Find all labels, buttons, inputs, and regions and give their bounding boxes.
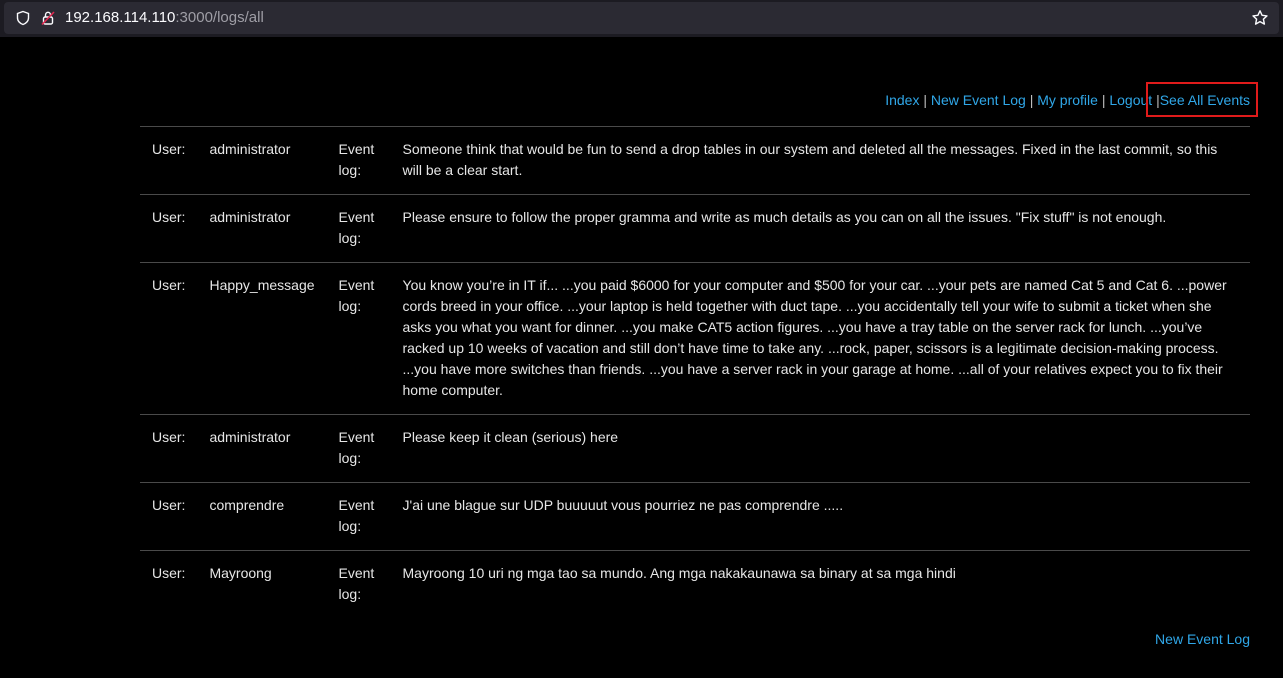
nav-separator: |: [1025, 92, 1038, 108]
browser-toolbar: [0, 0, 1283, 37]
nav-separator: |: [1097, 92, 1110, 108]
nav-my-profile-link[interactable]: My profile: [1037, 92, 1098, 108]
event-log-label: Event log:: [327, 415, 391, 483]
log-message: You know you’re in IT if... ...you paid $6000 for your computer and $500 for your car. ...your pets are named Cat 5 and Cat 6. ...power cords breed in your office. ...your laptop is held together with duct tape. ...you accidentally tell your wife to submit a ticket when she asks you what you want for dinner. ...you make CAT5 action figures. ...you have a tray table on the server rack for lunch. ...you’ve racked up 10 weeks of vacation and still don’t have time to take any. ...rock, paper, scissors is a legitimate decision-making process. ...you have more switches than friends. ...you have a server rack in your garage at home. ...all of your relatives expect you to fix their home computer.: [391, 263, 1250, 415]
log-message: J'ai une blague sur UDP buuuuut vous pourriez ne pas comprendre .....: [391, 483, 1250, 551]
annotation-highlight-box: [1146, 82, 1258, 117]
log-user: comprendre: [197, 483, 326, 551]
event-log-label: Event log:: [327, 551, 391, 619]
url-bar[interactable]: [4, 2, 1279, 34]
footer-new-event-log-link[interactable]: New Event Log: [1155, 631, 1250, 647]
log-user: Mayroong: [197, 551, 326, 619]
log-user: administrator: [197, 415, 326, 483]
page-content: [0, 37, 1283, 678]
event-log-label: Event log:: [327, 483, 391, 551]
table-row: [140, 415, 1250, 483]
url-host: 192.168.114.110: [65, 9, 176, 26]
event-log-label: Event log:: [327, 195, 391, 263]
user-label: User:: [140, 127, 197, 195]
table-row: [140, 483, 1250, 551]
user-label: User:: [140, 263, 197, 415]
table-row: [140, 127, 1250, 195]
nav-new-event-log-link[interactable]: New Event Log: [930, 92, 1026, 108]
table-row: [140, 263, 1250, 415]
event-log-label: Event log:: [327, 127, 391, 195]
log-message: Please keep it clean (serious) here: [391, 415, 1250, 483]
nav-logout-link[interactable]: Logout: [1109, 92, 1153, 108]
table-row: [140, 195, 1250, 263]
user-label: User:: [140, 551, 197, 619]
nav-separator: |: [919, 92, 931, 108]
log-message: Please ensure to follow the proper gramma and write as much details as you can on all the issues. "Fix stuff" is not enough.: [391, 195, 1250, 263]
nav-separator: |: [1152, 92, 1160, 108]
user-label: User:: [140, 483, 197, 551]
event-log-table: [140, 126, 1250, 618]
event-log-label: Event log:: [327, 263, 391, 415]
bookmark-star-icon[interactable]: [1251, 9, 1269, 27]
url-text[interactable]: [65, 9, 264, 27]
insecure-lock-icon[interactable]: [40, 10, 56, 26]
log-user: administrator: [197, 127, 326, 195]
table-row: [140, 551, 1250, 619]
url-path: :3000/logs/all: [175, 9, 264, 26]
user-label: User:: [140, 415, 197, 483]
nav-see-all-events-link[interactable]: See All Events: [1159, 92, 1250, 108]
log-user: Happy_message: [197, 263, 326, 415]
nav-index-link[interactable]: Index: [885, 92, 920, 108]
log-user: administrator: [197, 195, 326, 263]
bottom-navigation: [1155, 630, 1250, 648]
user-label: User:: [140, 195, 197, 263]
log-message: Someone think that would be fun to send a drop tables in our system and deleted all the messages. Fixed in the last commit, so this will be a clear start.: [391, 127, 1250, 195]
log-message: Mayroong 10 uri ng mga tao sa mundo. Ang mga nakakaunawa sa binary at sa mga hindi: [391, 551, 1250, 619]
shield-icon[interactable]: [15, 10, 31, 26]
